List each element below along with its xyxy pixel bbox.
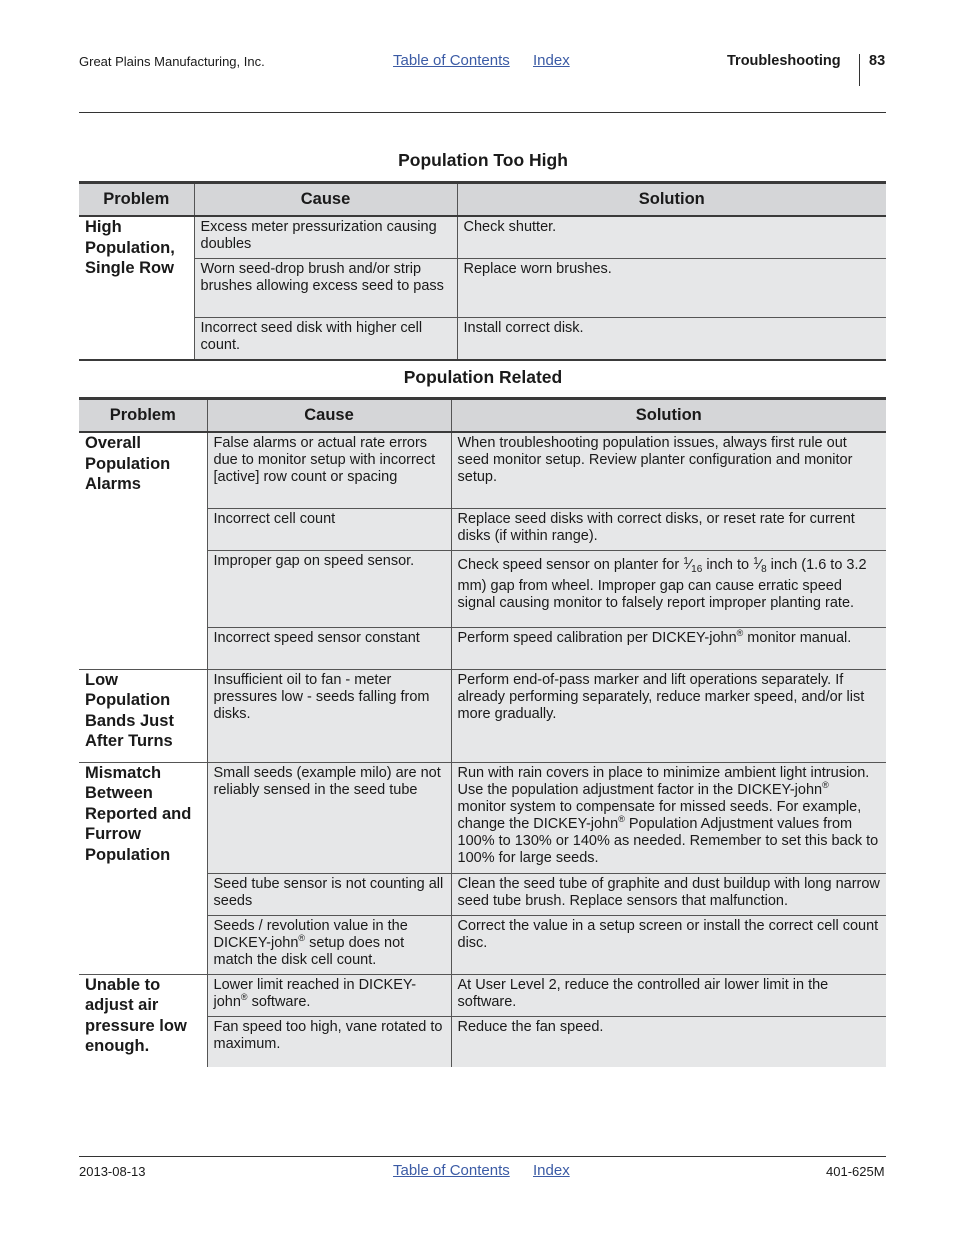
solution-text-part: monitor manual. <box>743 629 852 646</box>
solution-cell <box>451 762 886 873</box>
solution-text: At User Level 2, reduce the controlled air lower limit in the software. <box>457 976 829 1010</box>
table-row <box>79 762 886 873</box>
section-title-population-too-high: Population Too High <box>398 150 568 170</box>
fraction-1-8: $^1⁄_8$ <box>753 555 767 575</box>
cause-cell <box>207 432 451 508</box>
cause-cell <box>207 669 451 762</box>
solution-text: Correct the value in a setup screen or install the correct cell count disc. <box>457 917 879 951</box>
solution-text-part: monitor system to compensate for missed seeds. For example, change the DICKEY-john <box>457 798 862 832</box>
cause-cell <box>207 627 451 669</box>
problem-cell: Overall Population Alarms <box>79 432 207 669</box>
fraction-denominator: 8 <box>761 563 767 575</box>
solution-cell <box>451 627 886 669</box>
cause-text: Excess meter pressurization causing doubles <box>200 219 437 252</box>
solution-cell <box>457 216 886 259</box>
table-row <box>79 669 886 762</box>
table-row <box>79 318 886 361</box>
header-rule <box>79 112 886 113</box>
cause-cell <box>194 216 457 259</box>
solution-cell <box>451 550 886 627</box>
registered-mark: ® <box>618 813 625 824</box>
table-row <box>79 432 886 508</box>
registered-mark: ® <box>822 779 829 790</box>
page-number: 83 <box>869 53 886 69</box>
solution-cell <box>451 669 886 762</box>
registered-mark: ® <box>298 932 306 943</box>
header-index-link[interactable]: Index <box>533 52 570 69</box>
cause-text-part: setup does not match the disk cell count. <box>213 934 405 968</box>
solution-cell <box>457 259 886 318</box>
solution-text-part: inch (1.6 to 3.2 mm) gap from wheel. Improper gap can cause erratic speed signal causing monitor to falsely report improper planting rate. <box>457 556 867 611</box>
problem-cell: Low Population Bands Just After Turns <box>79 669 207 762</box>
table-header-row <box>79 183 886 217</box>
solution-cell <box>451 508 886 550</box>
cause-text: Incorrect cell count <box>213 510 336 527</box>
solution-text-part: inch to <box>702 556 754 573</box>
footer-index-link[interactable]: Index <box>533 1162 570 1179</box>
solution-cell <box>451 873 886 915</box>
solution-cell <box>451 432 886 508</box>
footer-rule <box>79 1156 886 1157</box>
solution-text <box>458 763 881 872</box>
problem-cell: Mismatch Between Reported and Furrow Population <box>79 762 207 974</box>
column-header: Problem <box>79 399 207 433</box>
solution-text: Reduce the fan speed. <box>457 1018 604 1035</box>
cause-cell <box>194 318 457 361</box>
cause-text: Incorrect speed sensor constant <box>213 629 420 646</box>
cause-text <box>214 916 445 974</box>
solution-text: When troubleshooting population issues, always first rule out seed monitor setup. Review planter configuration and monitor setup. <box>457 435 853 485</box>
solution-cell <box>451 1016 886 1067</box>
solution-cell <box>451 974 886 1016</box>
cause-cell <box>207 873 451 915</box>
table-row <box>79 974 886 1016</box>
cause-cell <box>207 1016 451 1067</box>
cause-cell <box>207 915 451 974</box>
solution-text-part: Run with rain covers in place to minimize ambient light intrusion. Use the population adjustment factor in the DICKEY-john <box>457 764 870 798</box>
cause-cell <box>207 974 451 1016</box>
solution-text: Check shutter. <box>463 219 557 235</box>
solution-cell <box>451 915 886 974</box>
registered-mark: ® <box>240 991 248 1002</box>
solution-text: Replace seed disks with correct disks, or reset rate for current disks (if within range). <box>457 510 855 544</box>
solution-text-part: Check speed sensor on planter for <box>457 556 684 573</box>
cause-text <box>214 975 445 1016</box>
cause-text-part: software. <box>247 993 311 1010</box>
column-header: Solution <box>457 183 886 217</box>
solution-text <box>458 628 881 652</box>
footer-toc-link[interactable]: Table of Contents <box>393 1162 510 1179</box>
fraction-1-16: $^1⁄_{16}$ <box>683 555 703 575</box>
column-header: Problem <box>79 183 194 217</box>
registered-mark: ® <box>736 627 744 638</box>
cause-text-part: Seeds / revolution value in the DICKEY-john <box>213 917 408 951</box>
table-header-row <box>79 399 886 433</box>
cause-cell <box>207 508 451 550</box>
problem-cell: High Population, Single Row <box>79 216 194 360</box>
header-toc-link[interactable]: Table of Contents <box>393 52 510 69</box>
fraction-numerator: 1 <box>683 555 689 567</box>
solution-cell <box>457 318 886 361</box>
header-divider <box>859 54 860 86</box>
cause-cell <box>207 550 451 627</box>
cause-text: Worn seed-drop brush and/or strip brushes allowing excess seed to pass <box>200 261 444 294</box>
company-name: Great Plains Manufacturing, Inc. <box>79 54 265 69</box>
solution-text: Install correct disk. <box>463 320 584 336</box>
column-header: Solution <box>451 399 886 433</box>
table-row <box>79 216 886 259</box>
cause-text: Seed tube sensor is not counting all seeds <box>213 875 444 909</box>
cause-text: Small seeds (example milo) are not reliably sensed in the seed tube <box>213 764 441 798</box>
table-row <box>79 259 886 318</box>
cause-text-part: Lower limit reached in DICKEY-john <box>213 976 417 1010</box>
solution-text: Replace worn brushes. <box>463 261 612 277</box>
cause-text: Improper gap on speed sensor. <box>213 552 415 569</box>
cause-text: Fan speed too high, vane rotated to maximum. <box>213 1018 443 1052</box>
cause-cell <box>207 762 451 873</box>
cause-text: False alarms or actual rate errors due to monitor setup with incorrect [active] row count or spacing <box>213 435 436 485</box>
doc-number: 401-625M <box>826 1164 885 1179</box>
cause-text: Insufficient oil to fan - meter pressures low - seeds falling from disks. <box>213 671 430 722</box>
solution-text <box>458 551 881 617</box>
column-header: Cause <box>207 399 451 433</box>
solution-text: Clean the seed tube of graphite and dust buildup with long narrow seed tube brush. Replace sensors that malfunction. <box>457 875 880 909</box>
cause-text: Incorrect seed disk with higher cell count. <box>200 320 423 353</box>
population-too-high-table <box>79 181 886 361</box>
solution-text: Perform end-of-pass marker and lift operations separately. If already performing separately, reduce marker speed, and/or list more gradually. <box>457 671 865 722</box>
problem-cell: Unable to adjust air pressure low enough. <box>79 974 207 1067</box>
cause-cell <box>194 259 457 318</box>
solution-text-part: Population Adjustment values from 100% to 130% or 140% as needed. Remember to set this back to 100% for large seeds. <box>457 815 879 866</box>
population-related-table <box>79 397 886 1067</box>
section-name: Troubleshooting <box>727 53 841 69</box>
footer-date: 2013-08-13 <box>79 1164 146 1179</box>
section-title-population-related: Population Related <box>403 367 563 387</box>
fraction-denominator: 16 <box>691 563 703 575</box>
solution-text-part: Perform speed calibration per DICKEY-john <box>457 629 737 646</box>
fraction-numerator: 1 <box>753 555 759 567</box>
column-header: Cause <box>194 183 457 217</box>
